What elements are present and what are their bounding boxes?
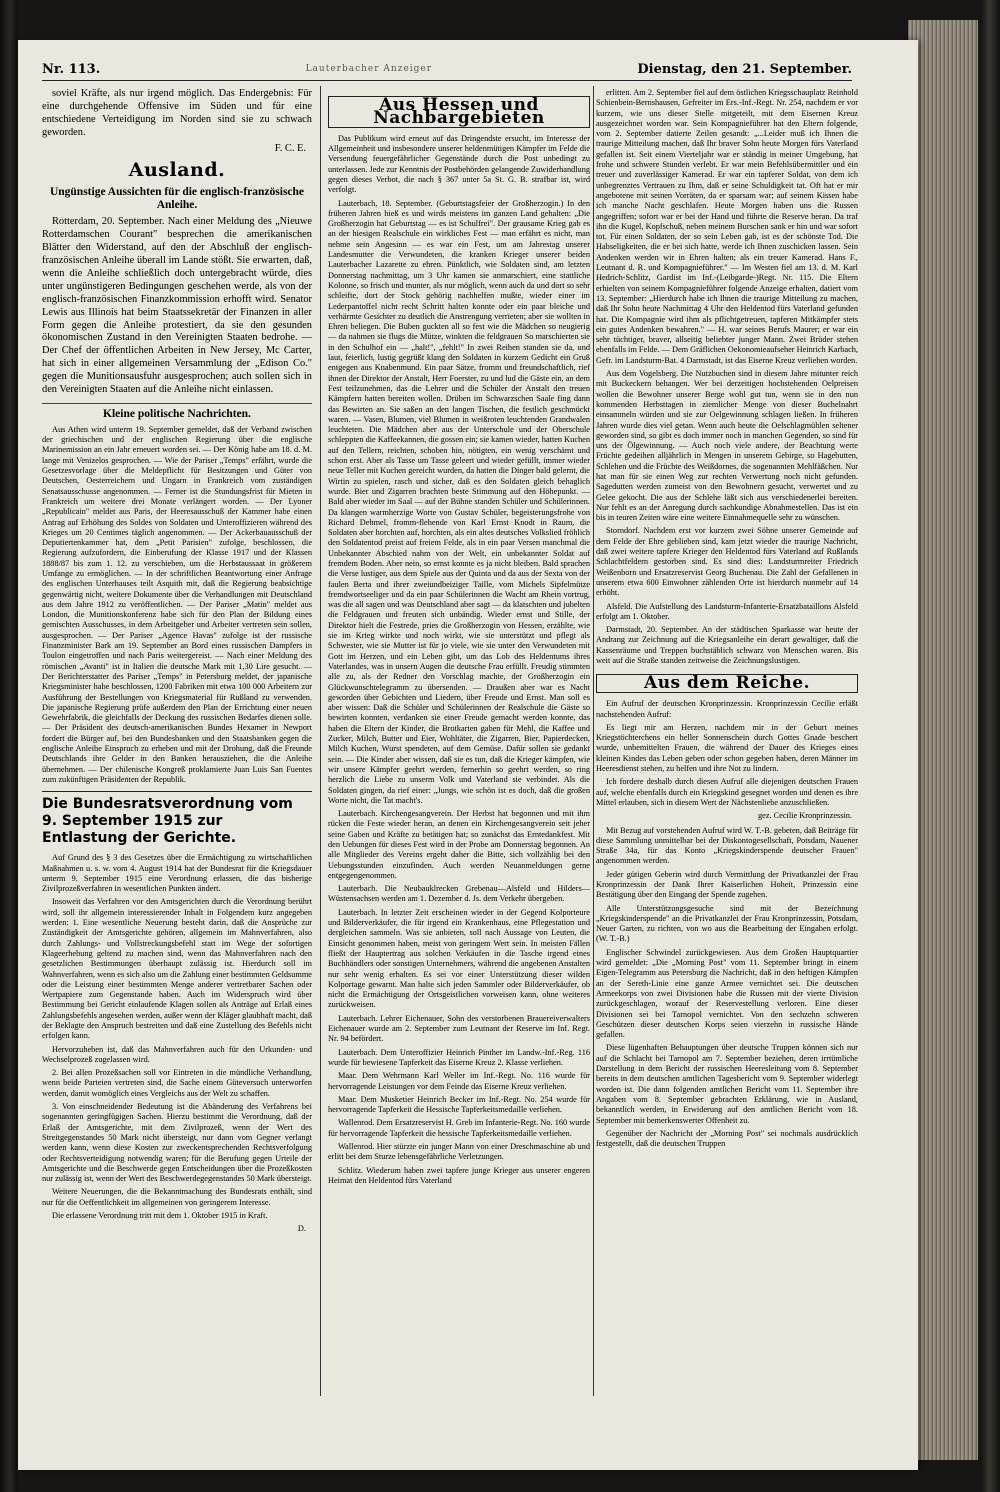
col3-p3: Storndorf. Nachdem erst vor kurzem zwei Söhne unserer Gemeinde auf dem Felde der Ehre geblieben sind, kam jetzt wieder die traurige Nachricht, daß zwei weitere tapfere Krieger den Heldentod fürs Vaterland auf Rußlands Schlachtfeldern gestorben sind. Es sind dies: Landsturmreiter Friedrich Weißenborn und Ersatzreservist Georg Buchenau. Die Zahl der Gefallenen in unserem etwa 600 Einwohner zählenden Orte ist hierdurch nunmehr auf 14 erhöht. (596, 526, 858, 598)
section-title-reich: Aus dem Reiche. (596, 674, 858, 693)
intro-paragraph: soviel Kräfte, als nur irgend möglich. Das Endergebnis: Für eine durchgehende Offensive im Süden und für eine entschiedene Verteidigung im Norden sind sie zu schwach geworden. (42, 88, 312, 138)
bundesrat-p6: Weitere Neuerungen, die die Bekanntmachung des Bundesrats enthält, sind nur für die Oeffentlichkeit im allgemeinen von geringerem Interesse. (42, 1187, 312, 1207)
section-title-kleine: Kleine politische Nachrichten. (42, 403, 312, 421)
issue-date: Dienstag, den 21. September. (637, 61, 852, 77)
binding-right (982, 0, 1000, 1492)
column-2 (328, 88, 590, 1398)
article-anleihe: Rotterdam, 20. September. Nach einer Meldung des „Nieuwe Rotterdamschen Courant" besprechen die amerikanischen Blätter den Widerstand, auf den der Abschluß der englisch-französischen Anleihe überall im Lande stößt. Sie erwarten, daß, wenn die Anleihe schließlich doch untergebracht würde, dies unter ungünstigeren Bedingungen geschehen werde, als von der englisch-französischen Finanzkommission erhofft wird. Senator Lewis aus Illinois hat beim Staatssekretär der Finanzen in aller Form gegen die Anleihe protestiert, da sie den gesunden ökonomischen Zustand in den Vereinigten Staaten bedrohe. — Der Chef der öffentlichen Arbeiten in New Jersey, Mc Carter, hat sich in einer allgemeinen Versammlung der „Edison Co." gegen die Munitionsausfuhr ausgesprochen; auch sollen sich in den Vereinigten Staaten auf die Anleihe nicht einlassen. (42, 216, 312, 396)
bundesrat-p7: Die erlassene Verordnung tritt mit dem 1. Oktober 1915 in Kraft. (52, 1211, 268, 1221)
column-1 (42, 88, 312, 1398)
reich-p7: Englischer Schwindel zurückgewiesen. Aus dem Großen Hauptquartier wird gemeldet: „Die „Morning Post" vom 11. September bringt in einem Eigen-Telegramm aus Petersburg die Nachricht, daß in den heftigen Kämpfen an der Sereth-Linie eine ganze Armee vernichtet sei. Die deutschen Armeekorps von zwei Divisionen habe die Russen mit der vierte Division zurückgeschlagen, worauf der Reservestellung verloren. Eine dieser Divisionen sei bei Tarnopol vernichtet. Von den sechzehn schweren Geschützen dieser deutschen Korps seien vierzehn in russische Hände gefallen. (596, 947, 858, 1040)
article-head-anleihe: Ungünstige Aussichten für die englisch-französische Anleihe. (49, 186, 305, 212)
column-rule-1 (320, 86, 321, 1396)
column-rule-2 (593, 86, 594, 1396)
col3-p4: Alsfeld. Die Aufstellung des Landsturm-Infanterie-Ersatzbataillons Alsfeld erfolgt am 1. Oktober. (596, 601, 858, 621)
hessen-p7: Lauterbach. Dem Unteroffizier Heinrich Pinther im Landw.-Inf.-Reg. 116 wurde für bewiesene Tapferkeit das Eiserne Kreuz 2. Klasse verliehen. (328, 1047, 590, 1067)
hessen-p10: Wallenrod. Dem Ersatzreservist H. Greb im Infanterie-Regt. No. 160 wurde für hervorragende Tapferkeit die hessische Tapferkeitsmedaille verliehen. (328, 1118, 590, 1138)
reich-signature: gez. Cecilie Kronprinzessin. (757, 811, 852, 821)
bundesrat-p2: Insoweit das Verfahren vor den Amtsgerichten durch die Verordnung berührt wird, soll ihr allgemein interessierender Inhalt in Folgendem kurz angegeben werden: 1. Eine wesentliche Neuerung besteht darin, daß die Ansprüche zur Zuständigkeit der Amtsgerichte gehören, allgemein im Mahnverfahren, also durch Zahlungs- und Vollstreckungsbefehl statt im Wege der sofortigen Klageerhebung geltend zu machen sind, wenn das Mahnverfahren nach den gesetzlichen Bestimmungen überhaupt zulässig ist. Hierdurch soll im Wahnverfahren, wenn es sich also um die Zahlung einer bestimmten Geldsumme oder die Leistung einer bestimmten Menge anderer vertretbarer Sachen oder Wertpapiere zum Gegenstande haben. Auch im Widerspruch wird über Bestimmung bei Gericht einlaufende Klagen sollen als Anträge auf Erlaß eines Zahlungsbefehls angesehen werden, außer wenn der Kläger glaubhaft macht, daß der Beklagte den Anspruch bestreiten und daß eine Zustellung des Befehls nicht erfolgen kann. (42, 897, 312, 1041)
reich-p4: Mit Bezug auf vorstehenden Aufruf wird W. T.-B. gebeten, daß Beiträge für diese Sammlung unmittelbar bei der Diskontogesellschaft, Potsdam, Nauener Straße 34a, für das Konto „Kriegskinderspende deutscher Frauen" angenommen werden. (596, 825, 858, 866)
intro-signature: F. C. E. (274, 142, 306, 154)
issue-number: Nr. 113. (42, 61, 101, 77)
hessen-p5: Lauterbach. In letzter Zeit erscheinen wieder in der Gegend Kolporteure und Bilderverkäufer, die für irgend ein Krankenhaus, eine Pflegestation und dergleichen sammeln. Was sie anbieten, soll nach Aussage von Leuten, die Einsicht genommen haben, meist von geringem Wert sein. In meisten Fällen fließt der Hauptertrag aus solchen Verkäufen in die Tasche irgend eines Buchhändlers oder sonstigen Unternehmers, während die angebenen Anstalten nur sehr wenig erhalten. Es sei vor einer Unterstützung dieser wilden Kolportage gewarnt. Man halte sich jeden Sammler oder Bilderverkäufer, ob nicht die Ermächtigung der Ortsgeistlichen vorweisen kann, ohne weiteres zurückweisen. (328, 907, 590, 1010)
reich-p9: Gegenüber der Nachricht der „Morning Post" sei nochmals ausdrücklich festgestellt, daß die deutschen Truppen (596, 1128, 858, 1149)
binding-left (0, 0, 18, 1492)
reich-p6: Alle Unterstützungsgesuche sind mit der Bezeichnung „Kriegskinderspende" an die Privatkanzlei der Frau Kronprinzessin, Potsdam, Neuer Garten, zu richten, von wo aus die Bearbeitung der Eingaben erfolgt. (W. T.-B.) (596, 903, 858, 944)
reich-p2: Es liegt mir am Herzen, nachdem mir in der Geburt meines Kriegstöchterchens ein heller Sonnenschein durch Gottes Gnade beschert wurde, unbemittelten Frauen, die während der Dauer des Krieges eines kleinen Kindes das Leben geben oder schon gegeben haben, deren Männer im Heeresdienst stehen, zu helfen und ihre Not zu lindern. (596, 722, 858, 774)
bundesrat-signature: D. (297, 1224, 306, 1234)
col3-p1: erlitten. Am 2. September fiel auf dem östlichen Kriegsschauplatz Reinhold Schienbein-Bernshausen, Gefreiter im Ers.-Inf.-Regt. Nr. 254, nachdem er vor kurzem, wie uns dieser Stelle mitgeteilt, mit dem Eisernen Kreuz ausgezeichnet worden war. Sein Kompagnieführer hat den Eltern folgende, vom 2. September datierte Zeilen gesandt: „...Leider muß ich Ihnen die traurige Mitteilung machen, daß Ihr braver Sohn heute Morgen fürs Vaterland gefallen ist. Seit einem Vierteljahr war er ständig in meiner Umgebung, hat frohe und schwere Stunden verlebt. Er war mein Befehlsübermittler und ein treuer und zuverlässiger Kamerad. Er war ein tapferer Soldat, von dem ich unbegrenztes Vertrauen zu Ihm, daß er seine Schuldigkeit tat. Oft hat er mir angebotene mit seinen Vorräten, da er sparsam war; auf seinem Kissen habe ich manche Nacht geschlafen. Heute Morgen haben uns die Russen angegriffen; sofort war er bei der Hand und führte die Reserve heran. Da traf ihn die Kugel, Kopfschuß, neben meinem Burschen sank er hin und war sofort tot. Für einen Soldaten, der so sein Leben gab, ist es der schönste Tod. Die Habseligkeiten, die er bei sich hatte, werde ich Ihnen zuschicken lassen. Sein Andenken werden wir in Ehren halten; als ein treuer Kamerad. Hans F., Leutnant d. R. und Kompagnieführer." — Im Westen fiel am 13. d. M. Karl Hedrich-Schlitz, Gardist im Inf.-(Leibgarde-)Regt. Nr. 115. Die Eltern erhielten von seinem Kompagnieführer folgende Anzeige erhalten, datiert vom 13. September: „Hierdurch habe ich Ihnen die traurige Mitteilung zu machen, daß Ihr Sohn heute Nachmittag 4 Uhr den Heldentod fürs Vaterland gefunden hat. Die Kompagnie wird ihm als pflichtgetreuen, tapferen Mitkämpfer stets ein gutes Andenken bewahren." — H. war seines Berufs Maurer; er war ein sehr tüchtiger, braver, allseitig beliebter junger Mann. Zwei Brüder stehen ebenfalls im Felde. — Dem Gräflichen Oekonomieaufseher Heinrich Karbach, Gefr. im Landsturm-Bat. 4 Darmstadt, ist das Eiserne Kreuz verliehen worden. (596, 88, 858, 365)
hessen-p4: Lauterbach. Die Neubauklrecken Grebenau—Alsfeld und Hilders—Wüstensachsen werden am 1. Dezember d. Js. dem Verkehr übergeben. (328, 884, 590, 904)
section-title-ausland: Ausland. (128, 158, 226, 181)
hessen-p11: Wallenrod. Hier stürzte ein junger Mann von einer Dreschmaschine ab und erlitt bei dem Sturze lebensgefährliche Verletzungen. (328, 1142, 590, 1162)
reich-p8: Diese lügenhaften Behauptungen über deutsche Truppen können sich nur auf die Schlacht bei Tarnopol am 7. September beziehen, deren irrtümliche Darstellung in dem Bericht der russischen Heeresleitung vom 8. September bereits in dem deutschen amtlichen Tagesbericht vom 9. September widerlegt worden ist. Die dann folgenden amtlichen Bericht vom 11. September ihre Angaben vom 8. September gebrachten Erklärung, wie in Ausland, bekanntlich werden, in Erwiderung auf den amtlichen Bericht vom 18. September mit bemerkenswerter Offenheit zu. (596, 1043, 858, 1125)
section-title-hessen: Aus Hessen und Nachbargebieten (328, 96, 590, 128)
reich-p3: Ich fordere deshalb durch diesen Aufruf alle diejenigen deutschen Frauen auf, welche ebenfalls durch ein Kriegskind gesegnet worden und denen es ihre Mittel erlauben, sich in diesem Wert der Nächstenliebe anzuschließen. (596, 777, 858, 807)
hessen-p8: Maar. Dem Wehrmann Karl Weller im Inf.-Regt. No. 116 wurde für hervorragende Leistungen vor dem Feinde das Eiserne Kreuz verliehen. (328, 1071, 590, 1091)
hessen-p6: Lauterbach. Lehrer Eichenauer, Sohn des verstorbenen Brauereiverwalters Eichenauer wurde am 2. September zum Leutnant der Reserve im Inf. Regt. Nr. 94 befördert. (328, 1013, 590, 1044)
col3-p5: Darmstadt, 20. September. An der städtischen Sparkasse war heute der Andrang zur Zeichnung auf die Kriegsanleihe ein derart gewaltiger, daß die Kassenräume und Treppen buchstäblich schwarz von Menschen waren. Bis weit auf die Straße standen zeitweise die Zeichnungslustigen. (596, 625, 858, 666)
bundesrat-p3: Hervorzuheben ist, daß das Mahnverfahren auch für den Urkunden- und Wechselprozeß zugelassen wird. (42, 1044, 312, 1064)
reich-p1: Ein Aufruf der deutschen Kronprinzessin. Kronprinzessin Cecilie erläßt nachstehenden Aufruf: (596, 699, 858, 719)
page-edges (908, 20, 978, 1460)
hessen-p2: Lauterbach, 18. September. (Geburtstagsfeier der Großherzogin.) In den früheren Jahren hieß es und wirds meistens im ganzen Land gehalten: „Die Großherzogin hat Geburtstag — es ist Schulfrei". Der grausame Krieg gab es an der hiesigen Realschule ein wirkliches Fest — man erfährt es nicht, man nehme sein Angesinn — es war ein Fest, um am Jahrestag unserer Landesmutter die Verwundeten, die kranken Krieger unserer beiden Lauterbacher Lazarette zu ehren. Pünktlich, wie Soldaten sind, am letzten Donnerstag nachmittag, um 3 Uhr kamen sie anmarschiert, eine stattliche Kolonne, so frisch und munter, als nur möglich, wenn auch da und dort so sehr schleifte, dort der Stock gehörig nachhelfen mußte, wieder einer im Lederpantoffel nicht recht Schritt halten konnte oder ein paar bleiche und verhärmte Gesichter zu deutlich die Anstrengung verrieten; aber sie wollten in Ehren beliegen. Die Buben guckten all so fest wie die Mädchen so neugierig — da nahmen sie flugs die Mütze, winkten die feldgrauen So marschierten sie in den Schulhof ein — „halt!", „fehlt!" In zwei Reihen standen sie da, und laut, feierlich, lustig gegrüßt klang den Soldaten in kurzem Gedicht ein Gruß entgegen aus Knabenmund. Ein paar Sätze, fromm und freundschaftlich, rief ihnen der Direktor der Anstalt, Herr Foerster, zu und lud die Gäste ein, an dem Fest teilzunehmen, das die Lehrer und die Schüler der Anstalt den treuen Kämpfern hatten bereiten wollen. Drüben im Schwarzschen Saale fing dann das Bewirten an. Sie saßen an den langen Tischen, die festlich geschmückt waren. — Vasen, Blumen, viel Blumen in weißroten leuchtenden Grandwalen leuchteten. Die Mädchen aber aus der Unterschule und der Oberschule schleppten die Kaffeekannen, die gossen ein; sie kamen wieder, hatten Kuchen auf den Tellern, reichten, schoben hin, nötigten, ein wenig verschämt und schon erst. Aber als Tasse um Tasse geleert und wieder gefüllt, immer wieder neue Teller mit Kuchen gereicht wurden, da hatten die Dinger bald gelernt, die Wirtin zu spielen, rasch und sicher, daß es den Soldaten gleich behaglich wurde. Bier und Zigarren brachten beste Stimmung auf den Höhepunkt. — Bald aber wieder im Saal — auf der Bühne standen Schüler und Schülerinnen. Da klangen warmherzige Worte von Gustav Schüler, begeisterungsfrohe von Richard Dehmel, fromm-flehende von Karl Ernst Knodt in Raum, die Soldaten aber horchten auf, horchten, als ein altes deutsches Volkslied fröhlich den Soldatentod preist auf freiem Felde, als in ein paar Versen manchmal die Unbekannter Abschied nahm von der Welt, ein unbekannter Soldat auf fremdem Boden. Aber nein, so ernst konnte es ja nicht bleiben. Bald sprachen die Verse lustiger, aus dem Spiele aus der Quinta und da aus der Sexta von der faulen Berta und ihrer zweiundbeiziger Taille, vom Michels Sipfelmütze fremdwortseeliger und da ein paar Schülerinnen die Wacht am Rhein vortrug, was die all sagen und was Deutschland aber sagt — da klatschten und jubelten die Feldgrauen und freuten sich unbändig. Wieder ernst und Stille, der Direktor hielt die Festrede, pries die Großherzogin von Hessen, erzählte, wie sie im Krieg wirkte und noch wirkt, wie sie unterstützt und pflegt als Schwester, wie sie Mutter ist für jo viele, wie sie unter den Verwundeten mit Gott im Herzen, und ein Leben gibt, um das Lob des Heldentums ihres Vaterlandes, was in unsern Augen die deutsche Frau erfüllt. Freudig stimmten alle zu, als der Redner den Vorschlag machte, der Großherzogin ein Glückwunschtelegramm zu übersenden. — Draußen aber war es Nacht geworden über Gebichten und Liedern, über Freude und Ernst. Man soll es aber wissen: Daß die Schüler und Schülerinnen der Realschule die Gäste so bewirten konnten, verdanken sie einer Freude gemacht werden konnte, das haben die Eltern der Kinder, die Brotkarten gaben für Mehl, die Kaffee und Zucker, Milch, Butter und Eier, Wohltäter, die Zigarren, Bier, Papierdecken, Milch Kuchen, Wurst spendeten, auf dem Gemüse. Dafür sollen sie gedankt sein. — Die Kinder aber wissen, daß sie es tun, daß die Krieger kämpfen, wie wir unsere Kämpfer geehrt werden, fernerhin so geehrt werden, so ring herzlich die Liebe zu unserm Volk und Vaterland sie verbindet. Als die Soldaten gingen, da rief einer: „Jungs, wie schön ist es doch, daß die großen Worte nicht, die Tat macht's. (328, 198, 590, 805)
article-head-bundesrat: Die Bundesratsverordnung vom 9. September 1915 zur Entlastung der Gerichte. (42, 791, 312, 847)
bundesrat-p1: Auf Grund des § 3 des Gesetzes über die Ermächtigung zu wirtschaftlichen Maßnahmen u. s. w. vom 4. August 1914 hat der Bundesrat für die Kriegsdauer unterm 9. September 1915 eine Verordnung erlassen, die das bisherige Zivilprozeßverfahren in wesentlichen Punkten ändert. (42, 853, 312, 894)
paper-name: Lauterbacher Anzeiger (305, 64, 433, 74)
hessen-p1: Das Publikum wird erneut auf das Dringendste ersucht, im Interesse der Allgemeinheit und insbesondere unserer heldenmütigen Kämpfer im Felde die Versendung feuergefährlicher Gegenstände durch die Post unbedingt zu unterlassen. Jede zur Kenntnis der Postbehörden gelangende Zuwiderhandlung gegen dieses Verbot, die nach § 367 unter 5a St. G. B. strafbar ist, wird verfolgt. (328, 133, 590, 195)
col3-p2: Aus dem Vogelsberg. Die Nutzbuchen sind in diesem Jahre mitunter reich mit Buckeckern behangen. Wer bei derzeitigen hochstehenden Oelpreisen wollen die Bewohner unserer Berge wohl gut tun, wenn sie in den nun kommenden Herbsttagen in ziemlicher Menge von dieser Buchelnahrt einsammeln würden und sie zur Oelgewinnung schlagen ließen. In früheren Jahren wurde dies viel getan. Wenn auch heute die Oelschlagmühlen seltener geworden sind, so gibt es doch immer noch in manchen Gegenden, so sind für uns der Ölgewinnung. — Auch noch viele andere, der Beachtung werte Früchte gedeihen alljährlich in Mengen in unserem Gebirge, so Hagebutten, Schlehen und die Früchte des Weißdornes, die sogenannten Mehlfäßchen. Nur hat man für sie einen Weg zur rechten Verwertung noch nicht gefunden. Sagedutten werden zumeist von den Bewohnern gesucht, verwertet und zu Gelee gekocht. Die aus der Schlehe läßt sich aus verschiedenerlei bereiten. Nur fehlt es an der Anregung durch sachkundige Abnahmestellen. Das ist ein bis in teuren Zeiten wäre eine weitere Einnahmequelle sehr zu wünschen. (596, 369, 858, 523)
column-3 (596, 88, 858, 1398)
bundesrat-p4: 2. Bei allen Prozeßsachen soll vor Eintreten in die mündliche Verhandlung, wenn beide Parteien vertreten sind, die Sache einem Güteversuch unterworfen werden, damit womöglich eines Vergleichs aus der Welt zu schaffen. (42, 1068, 312, 1098)
hessen-p9: Maar. Dem Musketier Heinrich Becker im Inf.-Regt. No. 254 wurde für hervorragende Tapferkeit die Hessische Tapferkeitsmedaille verliehen. (328, 1094, 590, 1115)
reich-p5: Jeder gütigen Geberin wird durch Vermittlung der Privatkanzlei der Frau Kronprinzessin der Dank Ihrer Kaiserlichen Hoheit, Prinzessin eine Bestätigung über den Eingang der Spende zugehen. (596, 869, 858, 900)
hessen-p3: Lauterbach. Kirchengesangverein. Der Herbst hat begonnen und mit ihm rücken die Feste wieder heran, an denen ein Kirchengesangverein seit jeher seine Gaben und Kräfte zu betätigen hat; so zunächst das Erntedankfest. Mit den Uebungen für dieses Fest wird in der Probe am Donnerstag begonnen. An alle Mitglieder des Vereins ergeht daher die Bitte, sich vollzählig bei den Uebungsstunden einzufinden. Auch werden Neuanmeldungen gerne entgegengenommen. (328, 809, 590, 880)
bundesrat-p5: 3. Von einschneidender Bedeutung ist die Abänderung des Verfahrens bei sogenannten geringfügigen Sachen. Hierzu bestimmt die Verordnung, daß der Erlaß der Amtsgerichte, mit dem Zivilprozeß, wenn der Wert des Streitgegenstandes 50 Mark nicht übersteigt, nur dann vom Gegner verlangt werden kann, wenn diese Kosten zur zweckentsprechenden Rechtsverfolgung oder Rechtsverteidigung notwendig waren; für die Berufung gegen Urteile der Amtsgerichte und die Beschwerde gegen Entscheidungen über die Prozeßkosten nur zulässig ist, wenn der Wert des Beschwerdegegenstandes 50 Mark übersteigt. (42, 1102, 312, 1184)
article-kleine-nachrichten: Aus Athen wird unterm 19. September gemeldet, daß der Verband zwischen der griechischen und der englischen Regierung über die englische Marinemission an ein Jahr erneuert worden sei. — Der König habe am 18. d. M. lange mit Venizelos gesprochen. — Wie der Pariser „Temps" erfährt, wurde die Gesetzesvorlage über die Meldepflicht für Besitzungen und Güter von Deutschen, Oesterreichern und Ungarn in Frankreich vom zuständigen Senatsausschusse angenommen. — Ferner ist die Stundungsfrist für Mieten in Frankreich um weitere drei Monate verlängert worden. — Der Lyoner „Republicain" meldet aus Paris, der Heeresausschuß der Kammer habe einen Antrag auf Erhöhung des Soldes von Soldaten und Unteroffizieren während des Krieges um 20 Centimes täglich angenommen. — Der Ackerbauausschuß der Deputiertenkammer hat, dem „Petit Parisien" zufolge, beschlossen, die Regierung aufzufordern, die Einberufung der Klasse 1917 und der Klassen 1888/87 bis zum 1. 12. zu verschieben, um die Herbstaussaat in größerem Umfange zu ermöglichen. — In der schriftlichen Beantwortung einer Anfrage des englischen Unterhauses teilt Asquith mit, daß die Regierung beabsichtige gegenwärtig nicht, weitere Dokumente über die Verhandlungen mit Deutschland aus dem Jahre 1912 zu veröffentlichen. — Der Pariser „Matin" meldet aus London, die Munitionskonferenz habe sich für den Plan der Bildung eines gemischten Ausschusses, in dem Arbeitgeber und Arbeiter vertreten sein sollen, ausgesprochen. — Der Pariser „Agence Havas" zufolge ist der russische Finanzminister Bark am 19. September an Bord eines russischen Dampfers in Toulon eingetroffen und nach Paris weitergereist. — Nach einer Meldung des römischen „Avanti" ist in Italien die deutsche Mark mit 1,30 Lire gesucht. — Der Berichterstatter des Pariser „Temps" in Petersburg meldet, der japanische Kriegsminister habe beschlossen, 1200 Fabriken mit etwa 100 000 Arbeitern zur Ausführung der Bestellungen von Kriegsmaterial für Rußland zu verwenden. Die japanische Regierung prüfe außerdem den Plan der Errichtung einer neuen Gewehrfabrik, die gleichfalls der Deckung des russischen Bedarfes dienen solle. — Der Präsident des deutsch-amerikanischen Bundes Hexamer in Newport fordert die Bürger auf, bei den Bundesbanken und den Staatsbanken gegen die englische Anleihe Einspruch zu erheben und mit der Drohung, daß die Freunde Deutschlands ihre Gelder in den Banken herausziehen, die die Anleihe übernehmen. — Der chilenische Kongreß proklamierte Juan Luis San Fuentes zum zukünftigen Präsidenten der Republik. (42, 424, 312, 784)
hessen-p12: Schlitz. Wiederum haben zwei tapfere junge Krieger aus unserer engeren Heimat den Heldentod fürs Vaterland (328, 1165, 590, 1185)
page-header (42, 58, 852, 81)
